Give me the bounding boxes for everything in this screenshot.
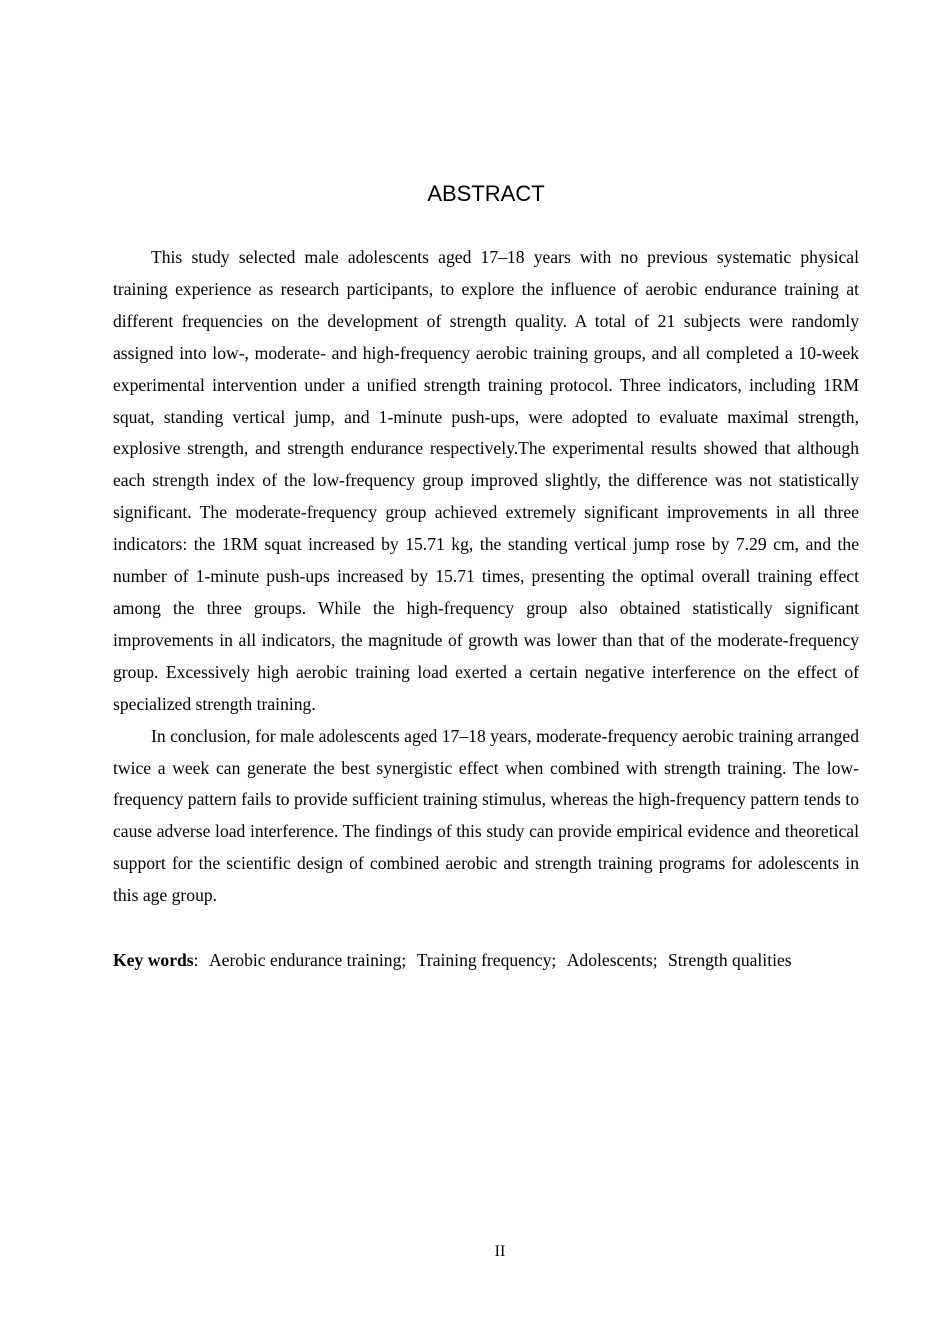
abstract-paragraph-1: This study selected male adolescents aged 17–18 years with no previous systematic physical training experience as research participants, to explore the influence of aerobic endurance training at different frequencies on the development of strength quality. A total of 21 subjects were randomly assigned into low-, moderate- and high-frequency aerobic training groups, and all completed a 10-week experimental intervention under a unified strength training protocol. Three indicators, including 1RM squat, standing vertical jump, and 1-minute push-ups, were adopted to evaluate maximal strength, explosive strength, and strength endurance respectively.The experimental results showed that although each strength index of the low-frequency group improved slightly, the difference was not statistically significant. The moderate-frequency group achieved extremely significant improvements in all three indicators: the 1RM squat increased by 15.71 kg, the standing vertical jump rose by 7.29 cm, and the number of 1-minute push-ups increased by 15.71 times, presenting the optimal overall training effect among the three groups. While the high-frequency group also obtained statistically significant improvements in all indicators, the magnitude of growth was lower than that of the moderate-frequency group. Excessively high aerobic training load exerted a certain negative interference on the effect of specialized strength training. <box>113 247 859 714</box>
keywords-separator: : <box>193 950 199 970</box>
keywords-label: Key words <box>113 950 194 970</box>
abstract-body <box>113 242 859 912</box>
keyword-3: Adolescents; <box>566 950 658 970</box>
page-number: II <box>494 1243 506 1260</box>
keyword-4: Strength qualities <box>668 950 792 970</box>
abstract-title: ABSTRACT <box>427 181 545 206</box>
keywords-line <box>113 944 873 976</box>
keyword-1: Aerobic endurance training; <box>208 950 407 970</box>
keyword-2: Training frequency; <box>416 950 557 970</box>
abstract-paragraph-2: In conclusion, for male adolescents aged 17–18 years, moderate-frequency aerobic training arranged twice a week can generate the best synergistic effect when combined with strength training. The low-frequency pattern fails to provide sufficient training stimulus, whereas the high-frequency pattern tends to cause adverse load interference. The findings of this study can provide empirical evidence and theoretical support for the scientific design of combined aerobic and strength training programs for adolescents in this age group. <box>113 725 859 906</box>
